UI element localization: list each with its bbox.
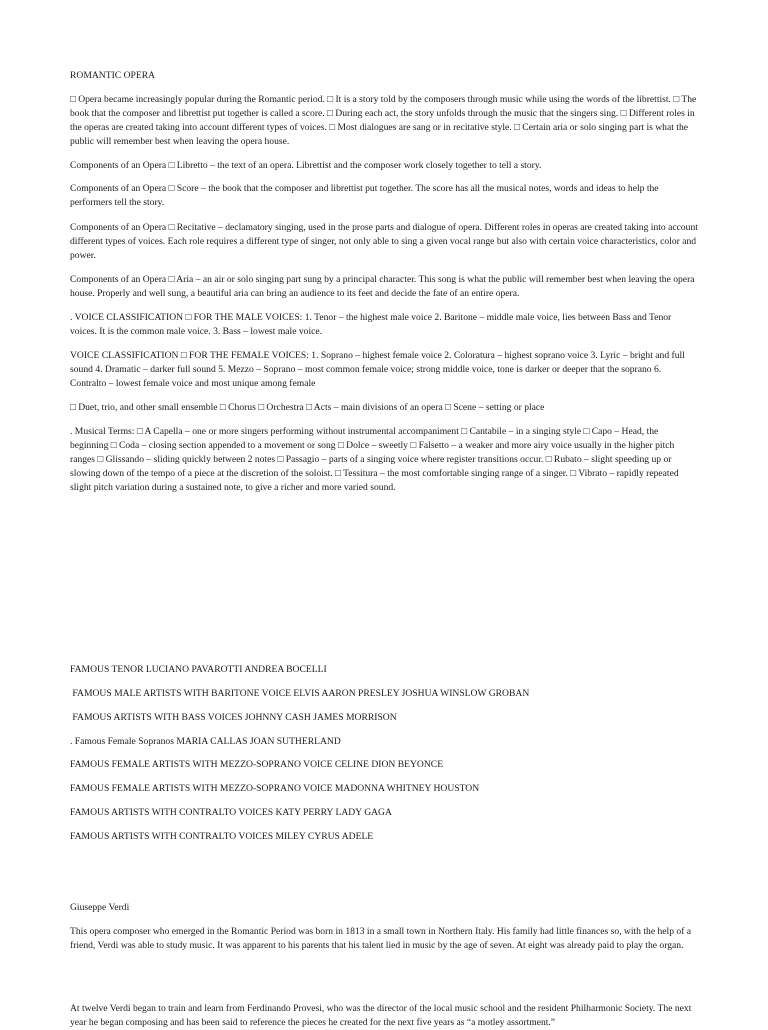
famous-line: FAMOUS ARTISTS WITH CONTRALTO VOICES KATY PERRY LADY GAGA xyxy=(70,807,392,818)
component-libretto: Components of an Opera □ Libretto – the text of an opera. Librettist and the composer work closely together to tell a story. xyxy=(70,160,542,171)
musical-terms-paragraph: . Musical Terms: □ A Capella – one or more singers performing without instrumental accompaniment □ Cantabile – in a singing style □ Capo – Head, the beginning □ Coda – closing section appended to a movement or song □ Dolce – sweetly □ Falsetto – a weaker and more airy voice usually in the higher pitch ranges □ Glissando – sliding quickly between 2 notes □ Passagio – parts of a singing voice where register transitions occur. □ Rubato – slight speeding up or slowing down of the tempo of a piece at the discretion of the soloist. □ Tessitura – the most comfortable singing range of a singer. □ Vibrato – rapidly repeated slight pitch variation during a sustained note, to give a richer and more varied sound. xyxy=(70,426,679,493)
verdi-paragraph-2: At twelve Verdi began to train and learn from Ferdinando Provesi, who was the director of the local music school and the resident Philharmonic Society. The next year he began composing and has been said to reference the pieces he created for the next five years as “a motley assortment.” xyxy=(70,1003,692,1028)
male-voice-classification: . VOICE CLASSIFICATION □ FOR THE MALE VOICES: 1. Tenor – the highest male voice 2. Baritone – middle male voice, lies between Bass and Tenor voices. It is the common male voice. 3. Bass – lowest male voice. xyxy=(70,312,672,337)
component-score: Components of an Opera □ Score – the book that the composer and librettist put together. The score has all the musical notes, words and ideas to help the performers tell the story. xyxy=(70,183,659,208)
ensemble-list: □ Duet, trio, and other small ensemble □ Chorus □ Orchestra □ Acts – main divisions of an opera □ Scene – setting or place xyxy=(70,402,545,413)
verdi-heading: Giuseppe Verdi xyxy=(70,902,130,913)
famous-line: FAMOUS ARTISTS WITH CONTRALTO VOICES MILEY CYRUS ADELE xyxy=(70,831,374,842)
famous-line: FAMOUS ARTISTS WITH BASS VOICES JOHNNY CASH JAMES MORRISON xyxy=(70,712,397,723)
famous-line: FAMOUS TENOR LUCIANO PAVAROTTI ANDREA BOCELLI xyxy=(70,664,327,675)
intro-paragraph: □ Opera became increasingly popular during the Romantic period. □ It is a story told by the composers through music while using the words of the librettist. □ The book that the composer and librettist put together is called a score. □ During each act, the story unfolds through the music that the singers sing. □ Different roles in the operas are created taking into account different types of voices. □ Most dialogues are sang or in recitative style. □ Certain aria or solo singing part is what the public will remember best when leaving the opera house. xyxy=(70,94,697,147)
component-aria: Components of an Opera □ Aria – an air or solo singing part sung by a principal character. This song is what the public will remember best when leaving the opera house. Properly and well sung, a beautiful aria can bring an audience to its feet and decide the fate of an entire opera. xyxy=(70,274,695,299)
verdi-paragraph-1: This opera composer who emerged in the Romantic Period was born in 1813 in a small town in Northern Italy. His family had little finances so, with the help of a friend, Verdi was able to study music. It was apparent to his parents that his talent lied in music by the age of seven. At eight was already paid to play the organ. xyxy=(70,926,692,951)
famous-line: FAMOUS MALE ARTISTS WITH BARITONE VOICE ELVIS AARON PRESLEY JOSHUA WINSLOW GROBAN xyxy=(70,688,530,699)
famous-line: . Famous Female Sopranos MARIA CALLAS JOAN SUTHERLAND xyxy=(70,736,341,747)
famous-line: FAMOUS FEMALE ARTISTS WITH MEZZO-SOPRANO VOICE CELINE DION BEYONCE xyxy=(70,759,444,770)
famous-line: FAMOUS FEMALE ARTISTS WITH MEZZO-SOPRANO VOICE MADONNA WHITNEY HOUSTON xyxy=(70,783,480,794)
document-title: ROMANTIC OPERA xyxy=(70,70,156,81)
female-voice-classification: VOICE CLASSIFICATION □ FOR THE FEMALE VOICES: 1. Soprano – highest female voice 2. Coloratura – highest soprano voice 3. Lyric – bright and full sound 4. Dramatic – darker full sound 5. Mezzo – Soprano – most common female voice; strong middle voice, tone is darker or deeper that the soprano 6. Contralto – lowest female voice and most unique among female xyxy=(70,350,685,389)
component-recitative: Components of an Opera □ Recitative – declamatory singing, used in the prose parts and dialogue of opera. Different roles in operas are created taking into account different types of voices. Each role requires a different type of singer, not only able to sing a given vocal range but also with certain voice characteristics, color and power. xyxy=(70,222,698,261)
